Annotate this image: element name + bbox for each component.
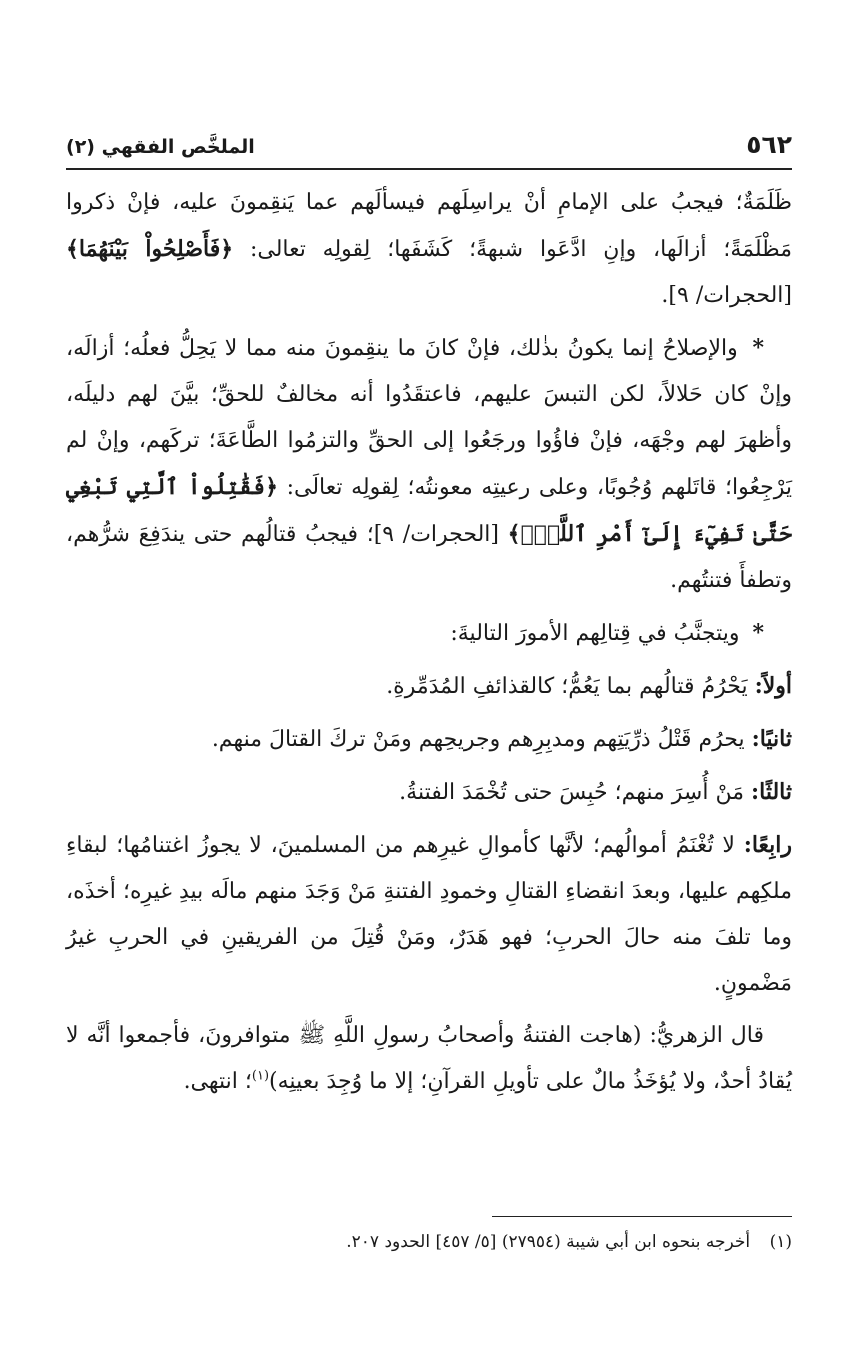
paragraph-text: قال الزهريُّ: (هاجت الفتنةُ وأصحابُ رسولِ اللَّهِ ﷺ متوافرونَ، فأجمعوا أنَّه لا يُقادُ أحدٌ، ولا يُؤخَذُ مالٌ على تأويلِ القرآنِ؛ إلا ما وُجِدَ بعينِه) bbox=[66, 1023, 792, 1094]
list-text: يحرُم قَتْلُ ذرِّيَتِهم ومدبِرِهم وجريحِهم ومَنْ تركَ القتالَ منهم. bbox=[211, 727, 745, 752]
footnote-marker: (١) bbox=[251, 1068, 270, 1084]
list-item bbox=[66, 663, 792, 710]
list-item bbox=[66, 716, 792, 763]
page-header bbox=[66, 128, 792, 168]
footnote bbox=[66, 1226, 792, 1258]
list-item bbox=[66, 769, 792, 816]
verse-reference: [الحجرات/ ٩]. bbox=[661, 283, 792, 308]
paragraph-text: ويتجنَّبُ في قِتالِهم الأمورَ التاليةَ: bbox=[450, 621, 740, 646]
paragraph-text: والإصلاحُ إنما يكونُ بذٰلك، فإنْ كانَ ما ينقِمونَ منه مما لا يَحِلُّ فعلُه؛ أزالَه، وإنْ كان حَلالاً، لكن التبسَ عليهم، فاعتقَدُوا أنه مخالفٌ للحقِّ؛ بيَّنَ لهم دليلَه، وأظهرَ لهم وجْهَه، فإنْ فاؤُوا ورجَعُوا إلى الحقِّ والتزمُوا الطَّاعَةَ؛ تركَهم، وإنْ لم يَرْجِعُوا؛ قاتَلهم وُجُوبًا، وعلى رعيتِه معونتُه؛ لِقولِه تعالَى: bbox=[66, 336, 792, 500]
header-rule bbox=[66, 168, 792, 170]
book-page bbox=[66, 128, 792, 1288]
list-text: لا تُغْنَمُ أموالُهم؛ لأنَّها كأموالِ غيرِهم من المسلمينَ، لا يجوزُ اغتنامُها؛ لبقاءِ ملكِهم عليها، وبعدَ انقضاءِ القتالِ وخمودِ الفتنةِ مَنْ وَجَدَ منهم مالَه بيدِ غيرِه؛ أخذَه، وما تلفَ منه حالَ الحربِ؛ فهو هَدَرٌ، ومَنْ قُتِلَ من الفريقينِ في الحربِ غيرُ مَضْمونٍ. bbox=[66, 833, 792, 996]
footnote-text: أخرجه بنحوه ابن أبي شيبة (٢٧٩٥٤) [٥/ ٤٥٧] الحدود ٢٠٧. bbox=[346, 1232, 751, 1252]
quran-verse: ﴿فَأَصْلِحُواْ بَيْنَهُمَا﴾ bbox=[66, 236, 234, 262]
list-text: يَحْرُمُ قتالُهم بما يَعُمُّ؛ كالقذائفِ المُدَمِّرةِ. bbox=[386, 674, 748, 699]
footnote-number: (١) bbox=[769, 1232, 792, 1252]
paragraph bbox=[66, 610, 792, 657]
list-label: ثانيًا: bbox=[751, 726, 792, 752]
paragraph bbox=[66, 1013, 792, 1105]
star-marker: * bbox=[752, 620, 764, 646]
paragraph-text: ظَلَمَةٌ؛ فيجبُ على الإمامِ أنْ يراسِلَهم فيسألَهم عما يَنقِمونَ عليه، فإنْ ذكروا مَظْلَمَةً؛ أزالَها، وإنِ ادَّعَوا شبهةً؛ كَشَفَها؛ لِقولِه تعالى: bbox=[66, 190, 792, 262]
main-text bbox=[66, 180, 792, 1105]
verse-reference: [الحجرات/ ٩]؛ فيجبُ قتالُهم حتى يندَفِعَ شرُّهم، وتطفأَ فتنتُهم. bbox=[66, 522, 792, 593]
footnote-rule bbox=[492, 1216, 792, 1217]
paragraph bbox=[66, 180, 792, 319]
list-text: مَنْ أُسِرَ منهم؛ حُبِسَ حتى تُخْمَدَ الفتنةُ. bbox=[399, 780, 744, 805]
list-item bbox=[66, 822, 792, 1007]
quran-verse: ﴿فَقَٰتِلُواْ ٱلَّتِي تَبْغِي حَتَّىٰ تَفِيٓءَ إِلَىٰٓ أَمْرِ ٱللَّهِۚ﴾ bbox=[66, 474, 792, 547]
book-title: الملخَّص الفقهي (٢) bbox=[66, 136, 255, 158]
page-number: ٥٦٢ bbox=[746, 130, 792, 159]
paragraph-text: ؛ انتهى. bbox=[183, 1069, 252, 1094]
star-marker: * bbox=[752, 335, 764, 361]
paragraph bbox=[66, 325, 792, 604]
list-label: أولاً: bbox=[754, 673, 792, 699]
list-label: ثالثًا: bbox=[751, 779, 792, 805]
list-label: رابِعًا: bbox=[743, 832, 792, 858]
